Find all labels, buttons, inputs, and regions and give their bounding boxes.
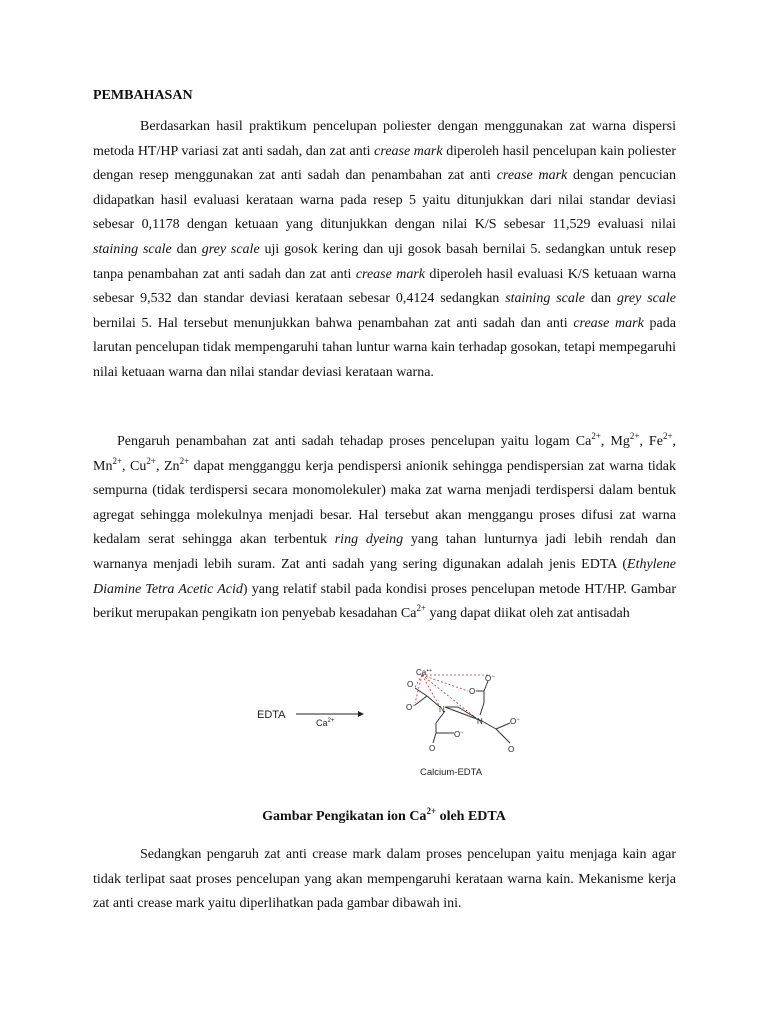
p2-text-6: , Zn [155, 458, 180, 474]
oxygen-label-4: O [508, 745, 515, 754]
p2-text-9: ) yang relatif stabil pada kondisi proses pencelupan metode HT/HP. Gambar berikut merupakan pengikatn ion penyebab kesadahan Ca [93, 581, 677, 622]
arrow-ca-label: $Ca^{2+}$ [316, 718, 335, 728]
p2-sup-1: 2+ [591, 431, 601, 441]
p2-sup-3: 2+ [662, 431, 673, 441]
p2-text-8: yang tahan lunturnya jadi lebih rendah dan warnanya menjadi lebih suram. Zat anti sadah yang sering digunakan adalah jenis EDTA ( [93, 532, 676, 572]
p1-text-4: dan [171, 241, 202, 257]
p1-text-3: dengan pencucian didapatkan hasil evaluasi kerataan warna pada resep 5 yaitu ditunjukkan dari nilai standar deviasi sebesar 0,1178 dengan ketuaan yang ditunjukkan dengan nilai K/S sebesar 11,529 evaluasi nilai [93, 168, 677, 233]
p2-sup-7: 2+ [416, 603, 427, 614]
p1-italic-7: grey scale [616, 291, 676, 307]
p1-italic-3: staining scale [93, 241, 172, 257]
calcium-edta-diagram [240, 663, 530, 781]
oxygen-label-2: O [469, 687, 476, 696]
oxygen-minus-label: O− [406, 703, 416, 712]
p1-italic-1: crease mark [374, 143, 443, 159]
p2-sup-4: 2+ [112, 455, 123, 466]
p2-italic-1: ring dyeing [334, 532, 404, 548]
edta-figure [240, 663, 530, 781]
p1-italic-6: staining scale [505, 291, 585, 307]
caption-text-1: Gambar Pengikatan ion Ca [262, 809, 427, 824]
paragraph-antisadah [93, 430, 676, 627]
p2-text-10: yang dapat diikat oleh zat antisadah [426, 606, 630, 622]
paragraph-results [93, 115, 676, 386]
p1-text-8: bernilai 5. Hal tersebut menunjukkan bahwa penambahan zat anti sadah dan anti [93, 315, 574, 331]
nitrogen-left-label: N [439, 705, 445, 714]
p1-italic-8: crease mark [573, 315, 644, 331]
p2-sup-2: 2+ [629, 431, 640, 441]
p1-text-6: diperoleh hasil evaluasi K/S ketuaan warna sebesar 9,532 dan standar deviasi kerataan sebesar 0,4124 sedangkan [93, 266, 677, 307]
caption-sup: 2+ [426, 806, 437, 816]
p2-text-3: , Fe [639, 434, 663, 449]
p1-text-1: Berdasarkan hasil praktikum pencelupan poliester dengan menggunakan zat warna dispersi metoda HT/HP variasi zat anti sadah, dan zat anti [93, 119, 676, 159]
p2-text-7: dapat mengganggu kerja pendispersi anionik sehingga pendispersian zat warna tidak sempurna (tidak terdispersi secara monomolekuler) maka zat warna menjadi terdispersi dalam bentuk agregat sehingga molekulnya menjadi besar. Hal tersebut akan menggangu proses difusi zat warna kedalam serat sehingga akan terbentuk [93, 458, 676, 548]
section-heading: PEMBAHASAN [93, 88, 193, 103]
p1-italic-5: crease mark [355, 266, 426, 282]
edta-label: EDTA [257, 709, 286, 721]
caption-text-2: oleh EDTA [436, 809, 506, 824]
paragraph-crease-mark: Sedangkan pengaruh zat anti crease mark dalam proses pencelupan yaitu menjaga kain agar tidak terlipat saat proses pencelupan yang akan mempengaruhi kerataan warna kain. Mekanisme kerja zat anti crease mark yaitu diperlihatkan pada gambar dibawah ini. [93, 847, 676, 912]
reaction-arrow-head [358, 711, 364, 717]
p2-text-4: , Mn [93, 434, 677, 474]
ca-atom-label: Ca++ [416, 668, 433, 677]
figure-caption [0, 808, 768, 826]
p1-text-9: pada larutan pencelupan tidak mempengaruhi tahan luntur warna kain terhadap gosokan, tetapi mempegaruhi nilai ketuaan warna dan nilai standar deviasi kerataan warna. [93, 315, 676, 380]
p1-text-2: diperoleh hasil pencelupan kain poliester dengan resep menggunakan zat anti sadah dan penambahan zat anti [93, 143, 676, 184]
oxygen-minus-label-2: O− [485, 674, 495, 683]
p2-text-2: , Mg [600, 434, 630, 449]
p2-italic-2: Ethylene Diamine Tetra Acetic Acid [93, 556, 676, 597]
p2-text-1: Pengaruh penambahan zat anti sadah tehadap proses pencelupan yaitu logam Ca [117, 434, 592, 449]
coordination-bonds [414, 675, 488, 718]
product-label: Calcium-EDTA [420, 767, 483, 778]
p1-text-7: dan [584, 291, 617, 307]
nitrogen-right-label: N [477, 717, 483, 726]
p2-text-5: , Cu [122, 458, 147, 474]
p2-sup-5: 2+ [146, 455, 156, 466]
oxygen-label: O [407, 680, 414, 689]
p2-sup-6: 2+ [179, 455, 190, 466]
p1-text-5: uji gosok kering dan uji gosok basah bernilai 5. sedangkan untuk resep tanpa penambahan zat anti sadah dan zat anti [93, 241, 677, 282]
oxygen-label-3: O [429, 744, 436, 753]
p1-italic-4: grey scale [201, 241, 260, 257]
oxygen-minus-label-3: O− [454, 730, 464, 739]
oxygen-minus-label-4: O− [510, 717, 520, 726]
p1-italic-2: crease mark [496, 168, 568, 184]
